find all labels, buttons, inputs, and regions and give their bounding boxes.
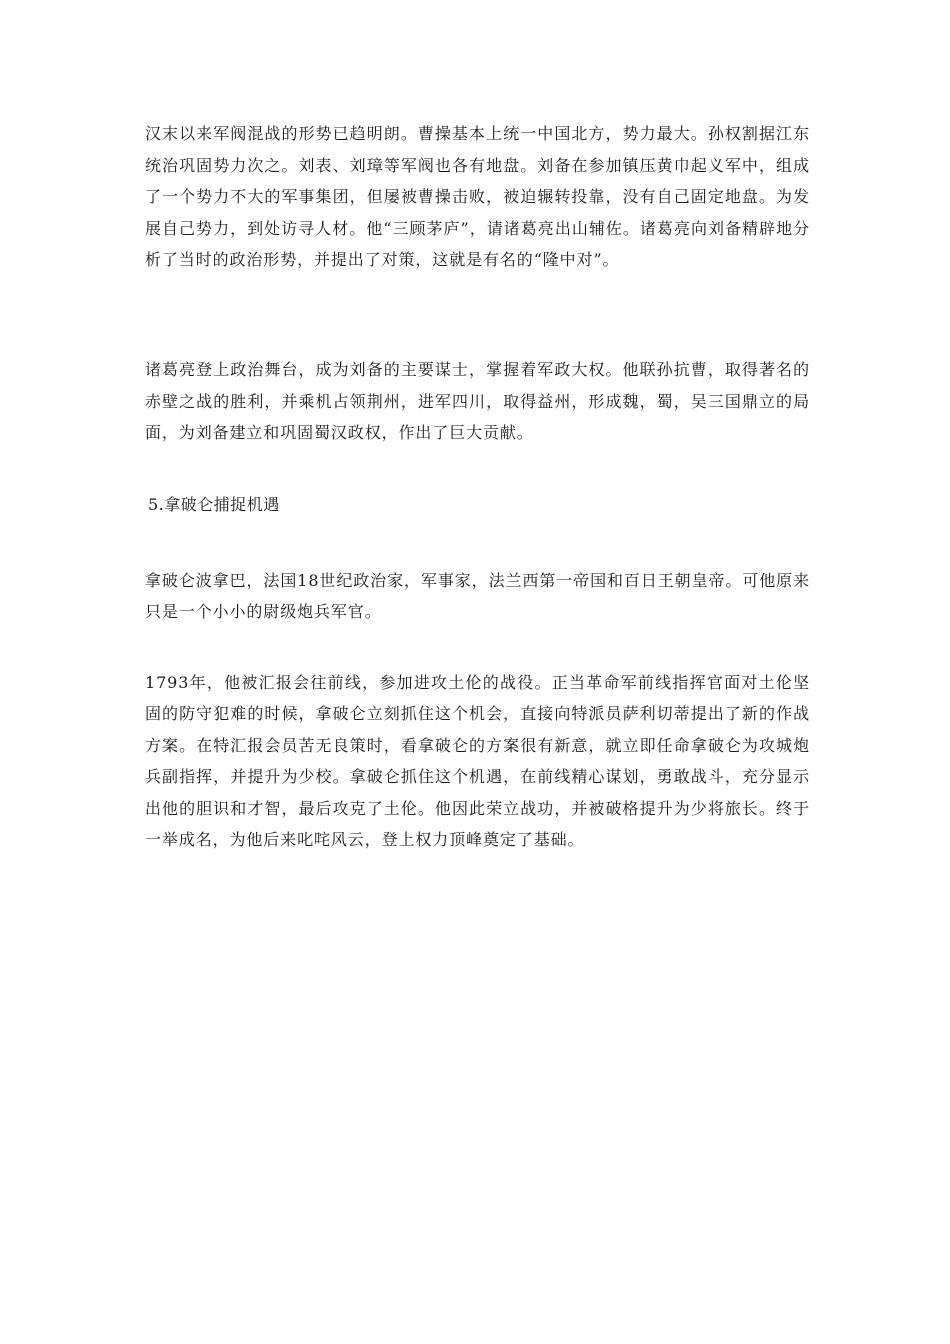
paragraph-napoleon-toulon: 1793年，他被汇报会往前线，参加进攻土伦的战役。正当革命军前线指挥官面对土伦坚固的防守犯难的时候，拿破仑立刻抓住这个机会，直接向特派员萨利切蒂提出了新的作战方案。在特汇报会员苦无良策时，看拿破仑的方案很有新意，就立即任命拿破仑为攻城炮兵副指挥，并提升为少校。拿破仑抓住这个机遇，在前线精心谋划，勇敢战斗，充分显示出他的胆识和才智，最后攻克了土伦。他因此荣立战功，并被破格提升为少将旅长。终于一举成名，为他后来叱咤风云，登上权力顶峰奠定了基础。	[145, 672, 810, 849]
paragraph-zhuge-background: 汉末以来军阀混战的形势已趋明朗。曹操基本上统一中国北方，势力最大。孙权割据江东统治巩固势力次之。刘表、刘璋等军阀也各有地盘。刘备在参加镇压黄巾起义军中，组成了一个势力不大的军事集团，但屡被曹操击败，被迫辗转投靠，没有自己固定地盘。为发展自己势力，到处访寻人材。他“三顾茅庐”，请诸葛亮出山辅佐。诸葛亮向刘备精辟地分析了当时的政治形势，并提出了对策，这就是有名的“隆中对”。	[145, 124, 810, 269]
paragraph-napoleon-intro: 拿破仑波拿巴，法国18世纪政治家，军事家，法兰西第一帝国和百日王朝皇帝。可他原来只是一个小小的尉级炮兵军官。	[145, 570, 810, 621]
paragraph-zhuge-achievements: 诸葛亮登上政治舞台，成为刘备的主要谋士，掌握着军政大权。他联孙抗曹，取得著名的赤壁之战的胜利，并乘机占领荆州，进军四川，取得益州，形成魏，蜀，吴三国鼎立的局面，为刘备建立和巩固蜀汉政权，作出了巨大贡献。	[145, 360, 810, 442]
section-heading-napoleon: 5.拿破仑捕捉机遇	[148, 494, 280, 514]
document-body	[145, 118, 810, 856]
